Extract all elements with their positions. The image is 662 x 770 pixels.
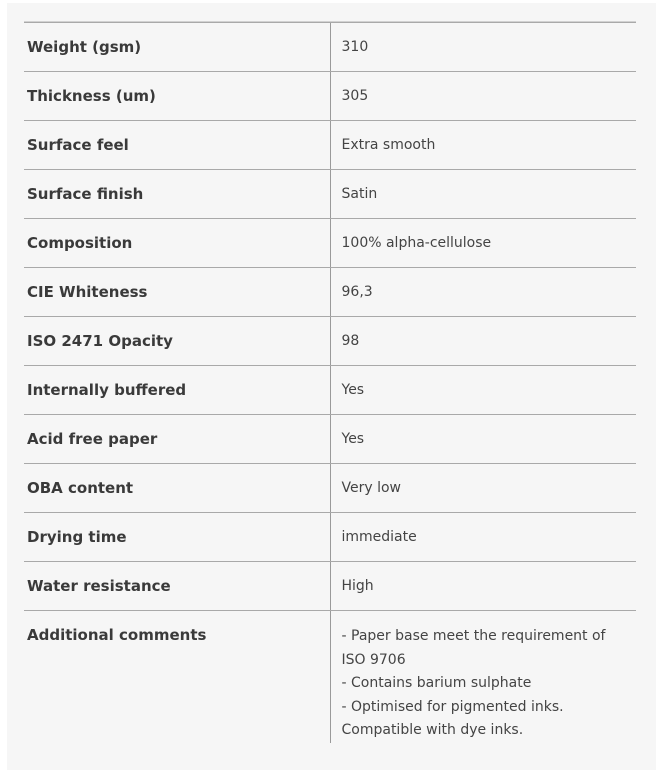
- comment-line: Compatible with dye inks.: [341, 722, 524, 738]
- table-row-oba-content: [24, 464, 636, 513]
- comment-line: - Paper base meet the requirement of: [341, 628, 606, 644]
- row-value: 305: [330, 72, 636, 121]
- row-value: Yes: [330, 415, 636, 464]
- comment-line: - Contains barium sulphate: [341, 675, 532, 691]
- row-label: Water resistance: [24, 562, 330, 611]
- row-value: High: [330, 562, 636, 611]
- row-value: Yes: [330, 366, 636, 415]
- row-value: Satin: [330, 170, 636, 219]
- row-label: Acid free paper: [24, 415, 330, 464]
- row-value: 310: [330, 23, 636, 72]
- row-label: OBA content: [24, 464, 330, 513]
- row-label: CIE Whiteness: [24, 268, 330, 317]
- table-row-thickness: [24, 72, 636, 121]
- row-label: Surface finish: [24, 170, 330, 219]
- table-row-drying-time: [24, 513, 636, 562]
- table-row-surface-finish: [24, 170, 636, 219]
- row-label: Weight (gsm): [24, 23, 330, 72]
- table-row-acid-free: [24, 415, 636, 464]
- row-value: 100% alpha-cellulose: [330, 219, 636, 268]
- row-value: immediate: [330, 513, 636, 562]
- table-row-weight: [24, 23, 636, 72]
- table-row-cie-whiteness: [24, 268, 636, 317]
- comments-value: [330, 611, 636, 743]
- row-label: Surface feel: [24, 121, 330, 170]
- table-row-composition: [24, 219, 636, 268]
- row-label: Drying time: [24, 513, 330, 562]
- table-row-surface-feel: [24, 121, 636, 170]
- row-value: 96,3: [330, 268, 636, 317]
- comment-line: - Optimised for pigmented inks.: [341, 698, 564, 715]
- paper-spec-table: [24, 21, 636, 743]
- row-label: Thickness (um): [24, 72, 330, 121]
- row-label: Additional comments: [24, 611, 330, 743]
- row-label: Composition: [24, 219, 330, 268]
- row-value: Very low: [330, 464, 636, 513]
- row-label: ISO 2471 Opacity: [24, 317, 330, 366]
- table-row-water-resistance: [24, 562, 636, 611]
- row-label: Internally buffered: [24, 366, 330, 415]
- table-row-internally-buffered: [24, 366, 636, 415]
- table-row-additional-comments: [24, 611, 636, 743]
- row-value: Extra smooth: [330, 121, 636, 170]
- comment-line: ISO 9706: [341, 651, 406, 668]
- row-value: 98: [330, 317, 636, 366]
- table-row-opacity: [24, 317, 636, 366]
